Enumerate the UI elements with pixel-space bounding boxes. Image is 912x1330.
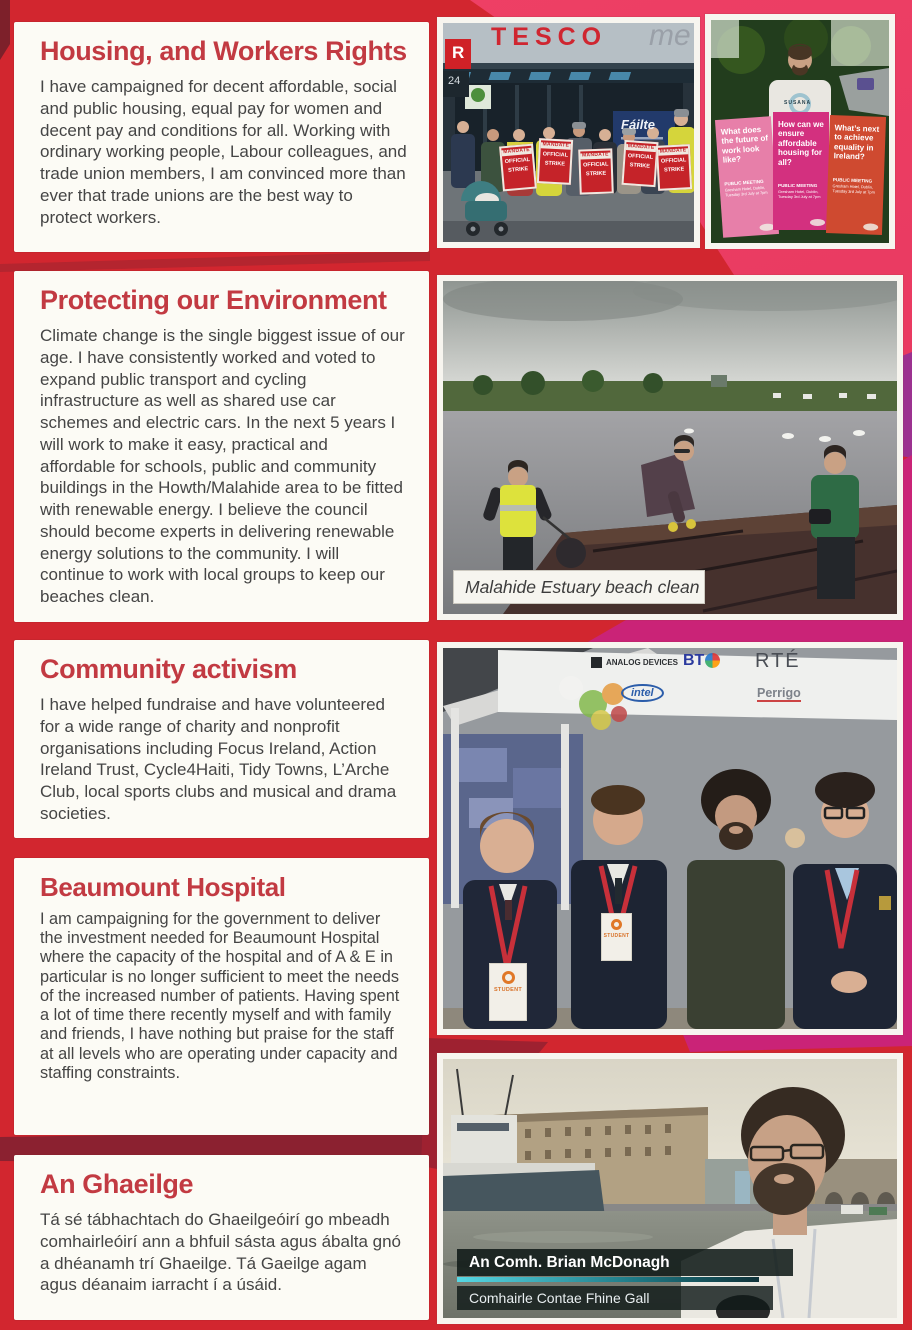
- photo-malahide-scene: [443, 281, 897, 614]
- intel-logo: intel: [621, 684, 664, 702]
- badge-label: STUDENT: [493, 987, 523, 993]
- perrigo-logo: Perrigo: [757, 686, 801, 700]
- photo-interview-scene: [443, 1059, 897, 1318]
- strike-placard: [499, 144, 537, 192]
- strike-placard: [656, 144, 692, 191]
- poster-question: What’s next to achieve equality in Ireland?: [833, 123, 880, 162]
- placard-org: MANDATE: [627, 143, 655, 151]
- photo-caption: Malahide Estuary beach clean: [453, 570, 705, 604]
- labour-logo: [810, 219, 825, 226]
- placard-org: MANDATE: [659, 147, 687, 155]
- poster-question: What does the future of work look like?: [720, 124, 769, 165]
- student-badge: [489, 963, 527, 1021]
- photo-tesco-strike: [437, 17, 700, 248]
- section-an-ghaeilge: [14, 1155, 429, 1320]
- section-heading: An Ghaeilge: [40, 1169, 194, 1199]
- labour-logo: [863, 223, 878, 231]
- failte-sign: Fáilte: [621, 117, 655, 132]
- photo-posters-scene: [711, 20, 889, 243]
- photo-tesco-strike-scene: [443, 23, 694, 242]
- badge-label: STUDENT: [603, 933, 630, 939]
- corner-sign-letter: R: [452, 43, 465, 62]
- badge-logo-icon: [611, 919, 622, 930]
- student-badge: [601, 913, 632, 961]
- placard-line: STRIKE: [629, 161, 651, 170]
- section-heading: Housing, and Workers Rights: [40, 36, 407, 66]
- bt-globe-icon: [705, 653, 720, 668]
- section-heading: Beaumount Hospital: [40, 872, 286, 902]
- analog-devices-logo: ANALOG DEVICES: [606, 658, 679, 667]
- poster-meeting-label: PUBLIC MEETING: [724, 178, 764, 187]
- malahide-scene-art: [443, 281, 897, 614]
- badge-logo-icon: [502, 971, 515, 984]
- tshirt-logo-text: SUSANA: [784, 100, 812, 106]
- placard-line: STRIKE: [507, 165, 529, 174]
- placard-org: MANDATE: [581, 151, 609, 159]
- lower-third-organisation: Comhairle Contae Fhine Gall: [457, 1286, 773, 1310]
- placard-org: MANDATE: [542, 141, 570, 149]
- poster-future-of-work: [715, 116, 779, 238]
- placard-line: STRIKE: [585, 170, 607, 177]
- strike-placard: [578, 148, 614, 194]
- placard-line: OFFICIAL: [582, 161, 609, 168]
- analog-devices-logo-mark: [591, 657, 602, 668]
- poster-meeting-details: Gresham Hotel, Dublin, Tuesday 3rd July at 7pm: [832, 182, 875, 195]
- placard-org: MANDATE: [502, 146, 531, 156]
- photo-science-exhibition-group: [437, 642, 903, 1035]
- hours-sign: 24: [448, 75, 461, 87]
- strike-placard: [621, 140, 658, 187]
- section-heading: Community activism: [40, 654, 297, 684]
- poster-meeting-details: Gresham Hotel, Dublin, Tuesday 3rd July at 7pm: [778, 189, 821, 200]
- section-heading: Protecting our Environment: [40, 285, 387, 315]
- poster-question: How can we ensure affordable housing for all?: [778, 120, 824, 167]
- strike-placard: [537, 138, 573, 185]
- lower-third-accent-line: [457, 1277, 759, 1282]
- tesco-sign-text: TESCO: [491, 23, 608, 51]
- photo-group-scene: [443, 648, 897, 1029]
- rte-logo: RTÉ: [755, 650, 801, 672]
- bt-logo: BT: [683, 652, 705, 669]
- placard-line: OFFICIAL: [542, 150, 569, 159]
- photo-tv-interview: [437, 1053, 903, 1324]
- poster-meeting-label: PUBLIC MEETING: [832, 176, 873, 184]
- photo-meeting-posters: [705, 14, 895, 249]
- placard-line: OFFICIAL: [660, 156, 687, 165]
- section-body: I have helped fundraise and have volunteered for a wide range of charity and nonprofit organisations including Focus Ireland, Action Ireland Trust, Cycle4Haiti, Tidy Towns, L’Arche Club, local sports clubs and musical and drama societies.: [40, 695, 397, 823]
- section-body: I am campaigning for the government to deliver the investment needed for Beaumount Hospital where the capacity of the hospital and of A & E in particular is no longer sufficient to meet the needs of the increased number of patients. Having spent a lot of time there recently myself and with family and friends, I have nothing but praise for the staff at all levels who are operating under capacity and staffing constraints.: [40, 910, 400, 1082]
- section-protecting-environment: [14, 271, 429, 622]
- pinwheel-logo-icon: [559, 676, 583, 700]
- poster-meeting-label: PUBLIC MEETING: [778, 183, 818, 189]
- placard-line: OFFICIAL: [627, 152, 654, 161]
- placard-line: STRIKE: [544, 160, 566, 168]
- section-body: I have campaigned for decent affordable, social and public housing, equal pay for women and decent pay and conditions for all. Working with ordinary working people, Labour colleagues, and trade union members, I am convinced more than ever that trade unions are the best way to protect workers.: [40, 77, 407, 227]
- strike-scene-art: [443, 23, 694, 242]
- poster-meeting-details: Gresham Hotel, Dublin, Tuesday 3rd July at 7pm: [724, 184, 768, 198]
- section-housing-workers-rights: [14, 22, 429, 252]
- poster-affordable-housing: [773, 112, 829, 230]
- section-beaumount-hospital: [14, 858, 429, 1135]
- poster-equality: [826, 115, 886, 235]
- section-body: Tá sé tábhachtach do Ghaeilgeóirí go mbeadh comhairleóirí ann a bhfuil sásta agus ábalta gnó a dhéanamh trí Ghaeilge. Tá Gaeilge agam agus déanaim iarracht í a úsáid.: [40, 1210, 402, 1295]
- section-community-activism: [14, 640, 429, 838]
- photo-malahide-estuary: [437, 275, 903, 620]
- section-body: Climate change is the single biggest issue of our age. I have consistently worked and voted to expand public transport and cycling infrastructure as well as shared use car schemes and electric cars. In the next 5 years I will work to make it easy, practical and affordable for schools, public and community buildings in the Howth/Malahide area to be fitted with renewable energy. I believe the council should become experts in delivering renewable energy solutions to the community. I will continue to work with local groups to keep our beaches clean.: [40, 326, 405, 606]
- placard-line: STRIKE: [663, 166, 685, 174]
- placard-line: OFFICIAL: [504, 156, 531, 165]
- tesco-sign-suffix: me: [649, 23, 691, 52]
- lower-third-name: An Comh. Brian McDonagh: [457, 1249, 793, 1276]
- dash-band: [443, 69, 694, 83]
